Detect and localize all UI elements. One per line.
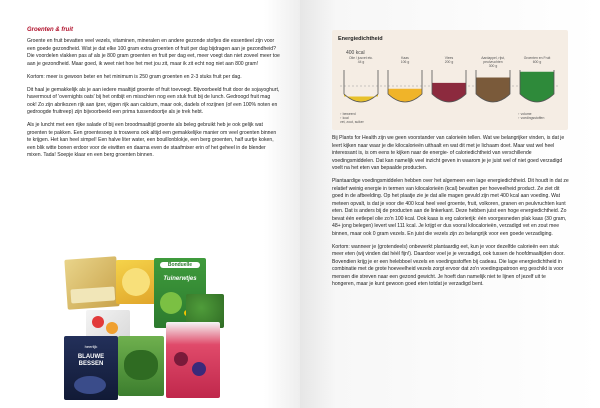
legend-left-item: ↑ beweerd	[340, 112, 356, 116]
product-frozen-mix	[64, 256, 119, 310]
energy-density-infographic	[332, 30, 568, 130]
paragraph-intro: Groente en fruit bevatten veel vezels, vitaminen, mineralen en andere gezonde stofjes die essentieel zijn voor een goede gezondheid. Wist je dat elke 100 gram extra groenten of fruit per dag bijdragen aan je gezondheid? Die voordelen vlakken pas af als je 800 gram groenten en fruit per dag eet, meer voegt dan niet zoveel meer toe aan je gezondheid. Maar goed, ik weet niet hoe het met jou zit, maar ik zit echt nog niet aan 800 gram!	[27, 38, 280, 67]
bonduelle-logo: Bonduelle	[160, 262, 200, 268]
paragraph-lunch: Als je luncht met een rijke salade of bij een broodmaaltijd groente als beleg gebruikt heb je ook gelijk wat groenten te pakken. Een groentesoep is trouwens ook altijd een gemakkelijke manier om veel groenten binnen te krijgen. Het kan heel simpel! Een halve liter water, een bouillonblokje, een berg groenten, half uurtje koken, een blik witte bonen erdoor voor de eiwitten en daarna even de staafmixer erin of het geheel in de blender mixen. Tada! Soepje klaar en een berg groenten binnen.	[27, 122, 277, 158]
jar-label-amount: 106 g	[400, 60, 410, 64]
jar-label-amount: 200 g	[444, 60, 454, 64]
legend-left	[340, 112, 364, 125]
legend-left-item: ↑ kcal	[340, 116, 349, 121]
jar-3	[476, 70, 510, 102]
jar-label	[428, 56, 470, 64]
kcal-label: 400 kcal	[346, 50, 365, 56]
jar-label	[340, 56, 382, 64]
bessen-label: BLAUWE BESSEN	[77, 354, 105, 367]
product-pineapple	[116, 260, 156, 304]
paragraph-plant-foods: Plantaardige voedingsmiddelen hebben over het algemeen een lage energiedichtheid. Dit houdt in dat ze relatief weinig energie in termen van kilocalorieën (kcal) bevatten per hoeveelheid product. Ze ziet dit goed in de afbeelding. Op het plaatje zie je dat alle magen gevuld zijn met 400 kcal aan voeding. Wat meteen opvalt, is dat je voor die 400 kcal heel veel groente, fruit, volkoren, granen en peulvruchten kunt eten. Dat is anders bij de producten aan de linkerkant. Deze hebben juist een hoge energiedichtheid. Zo bevat één eetlepel olie zo'n 100 kcal. Ook kaas is erg calorierijk: één voorgesneden plak kaas (30 gram, 48+ jong belegen) levert wel 111 kcal. Je krijgt er dus vooral kilocalorieën, verzadigd vet en zout mee binnen, maar ook 0 gram vezels. En juist die vezels zijn zo belangrijk voor een goede verzadiging.	[332, 178, 569, 237]
jar-fill	[432, 83, 466, 102]
legend-left-item: vet, zout, suiker	[340, 120, 364, 125]
jar-label-name: Vlees	[444, 56, 454, 60]
jar-label-amount: 300 g	[488, 64, 498, 68]
product-blauwe-bessen	[64, 336, 118, 400]
jar-label-name: Aardappel, rijst, peulvruchten	[481, 56, 505, 64]
jar-fill	[520, 72, 554, 102]
infobox-title: Energiedichtheid	[338, 36, 383, 42]
jar-label-name: Olie / jusvet etc.	[348, 56, 374, 60]
jar-label-amount: 600 g	[532, 60, 542, 64]
paragraph-tips: Dit haal je gemakkelijk als je aan iedere maaltijd groente of fruit toevoegt. Bijvoorbeeld fruit door de sojayoghurt, havermout of 'overnights oats' bij het ontbijt en misschien nog een stuk fruit bij de lunch. Gedroogd fruit mag ook! Zo zijn abrikozen rijk aan ijzer, vijgen rijk aan calcium, maar ook, dadels of rozijnen (of een 100% noten en gedroogde fruitreep) zijn bijvoorbeeld een prima tussendoortje als je trek hebt.	[27, 86, 280, 115]
jar-label	[516, 56, 558, 64]
jar-label	[384, 56, 426, 64]
tuinerwtjes-label: Tuinerwtjes	[163, 276, 197, 282]
product-spinach	[118, 336, 164, 396]
paragraph-calories: Bij Plants for Health zijn we geen voorstander van calorieën tellen. Wat we belangrijker vinden, is dat je leert kijken naar waar je die kilocalorieën uithaalt en wat dit met je lichaam doet. Maar wat wel heel interessant is, is om eens te kijken naar de energie- of caloriedichtheid van verschillende voedingsmiddelen. Dat kan namelijk veel inzicht geven in waarom je je juist wel of niet goed verzadigd voelt na het eten van bepaalde producten.	[332, 135, 565, 171]
legend-right-item: ↑ volume	[518, 112, 532, 116]
legend-right	[518, 112, 544, 120]
section-title: Groenten & fruit	[27, 27, 73, 33]
legend-right-item: ↑ voedingsstoffen	[518, 116, 545, 121]
jar-4	[520, 70, 554, 102]
jar-label-amount: 44 g	[357, 60, 365, 64]
jar-label-name: Groenten en Fruit	[523, 56, 551, 60]
jar-label	[472, 56, 514, 68]
jar-label-name: Kaas	[401, 56, 409, 60]
paragraph-conclusion: Kortom: wanneer je (grotendeels) onbewerkt plantaardig eet, kun je voor dezelfde calorieën een stuk meer eten (wij vinden dat héél fijn!). Daardoor voel je je verzadigd, ook tussen de hoofdmaaltijden door. Bovendien krijg je er een helebboel vezels en voedingsstoffen bij cadeau. Die lage energiedichtheid in combinatie met de grote hoeveelheid vezels zorgt ervoor dat zo'n voedingspatroon erg geschikt is voor mensen die streven naar een gezond gewicht. Je hoeft dan namelijk niet te lijnen of jezelf uit te hongeren, maar je kunt gewoon goed eten totdat je verzadigd bent.	[332, 243, 565, 287]
right-page-text	[332, 135, 570, 294]
bessen-prefix: heerlijk	[84, 344, 98, 349]
product-red-berries	[166, 322, 220, 398]
jar-2	[432, 70, 466, 102]
jar-fill	[388, 89, 422, 102]
paragraph-summary: Kortom: meer is gewoon beter en het minimum is 250 gram groenten en 2-3 stuks fruit per dag.	[27, 73, 242, 80]
